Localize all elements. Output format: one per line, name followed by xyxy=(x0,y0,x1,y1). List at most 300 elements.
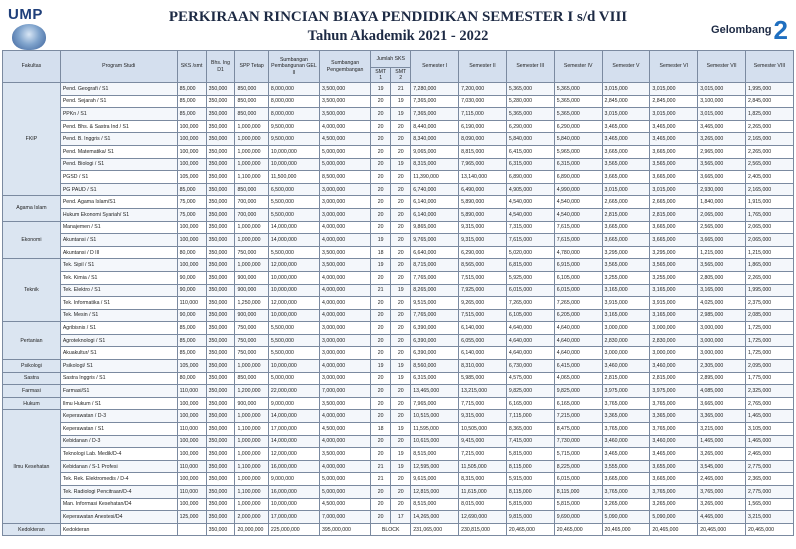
col-pembangunan: Sumbangan Pembangunan GEL II xyxy=(268,51,319,83)
value-cell: 750,000 xyxy=(235,322,268,335)
value-cell: 20 xyxy=(391,397,411,410)
value-cell: 3,765,000 xyxy=(602,397,650,410)
value-cell: 3,255,000 xyxy=(602,271,650,284)
value-cell: 6,315,000 xyxy=(506,158,554,171)
value-cell: 12,000,000 xyxy=(268,448,319,461)
value-cell: 2,965,000 xyxy=(698,145,746,158)
value-cell: 19 xyxy=(391,108,411,121)
value-cell: 85,000 xyxy=(177,108,206,121)
value-cell: 5,815,000 xyxy=(506,498,554,511)
value-cell: 3,665,000 xyxy=(602,221,650,234)
value-cell: 900,000 xyxy=(235,397,268,410)
value-cell: 2,165,000 xyxy=(746,183,794,196)
value-cell: 7,515,000 xyxy=(459,309,507,322)
value-cell: 1,915,000 xyxy=(746,196,794,209)
value-cell: 7,315,000 xyxy=(506,221,554,234)
value-cell: 2,465,000 xyxy=(746,448,794,461)
program-cell: Teknologi Lab. Medik/D-4 xyxy=(60,448,177,461)
value-cell: 3,765,000 xyxy=(698,486,746,499)
value-cell: 3,365,000 xyxy=(650,410,698,423)
value-cell: 6,015,000 xyxy=(554,473,602,486)
value-cell: 1,200,000 xyxy=(235,385,268,398)
value-cell: 1,000,000 xyxy=(235,410,268,423)
value-cell: 14,000,000 xyxy=(268,435,319,448)
col-bhs: Bhs. Ing D1 xyxy=(206,51,235,83)
value-cell: 5,020,000 xyxy=(506,246,554,259)
value-cell: 20 xyxy=(391,271,411,284)
gelombang-label: Gelombang xyxy=(711,24,772,36)
program-cell: Pend. B. Inggris / S1 xyxy=(60,133,177,146)
value-cell: 13,465,000 xyxy=(411,385,459,398)
value-cell: 5,985,000 xyxy=(459,372,507,385)
program-cell: Tek. Rek. Elektromedis / D-4 xyxy=(60,473,177,486)
gelombang-number: 2 xyxy=(773,15,788,45)
value-cell: 5,365,000 xyxy=(506,83,554,96)
value-cell: 7,115,000 xyxy=(506,410,554,423)
value-cell: 5,365,000 xyxy=(554,108,602,121)
value-cell: 6,055,000 xyxy=(459,334,507,347)
value-cell: 8,090,000 xyxy=(459,133,507,146)
value-cell: 850,000 xyxy=(235,372,268,385)
value-cell: 20 xyxy=(391,498,411,511)
table-row xyxy=(3,523,794,536)
value-cell: 20 xyxy=(371,486,391,499)
value-cell: 395,000,000 xyxy=(320,523,371,536)
value-cell: 4,640,000 xyxy=(506,347,554,360)
value-cell: 3,465,000 xyxy=(602,133,650,146)
value-cell: 6,290,000 xyxy=(554,120,602,133)
value-cell: 5,000,000 xyxy=(268,372,319,385)
value-cell: 7,765,000 xyxy=(411,271,459,284)
value-cell: 10,000,000 xyxy=(268,145,319,158)
value-cell: 5,965,000 xyxy=(554,145,602,158)
value-cell: 10,615,000 xyxy=(411,435,459,448)
value-cell: 3,765,000 xyxy=(650,423,698,436)
value-cell: 3,555,000 xyxy=(602,460,650,473)
value-cell: 80,000 xyxy=(177,372,206,385)
value-cell: 8,115,000 xyxy=(506,486,554,499)
value-cell: 3,565,000 xyxy=(602,259,650,272)
program-cell: Keperawatan Anestesi/D4 xyxy=(60,511,177,524)
value-cell: 2,765,000 xyxy=(746,397,794,410)
value-cell: 4,640,000 xyxy=(554,347,602,360)
value-cell: 10,515,000 xyxy=(411,410,459,423)
value-cell: 20 xyxy=(391,473,411,486)
value-cell: 1,725,000 xyxy=(746,347,794,360)
value-cell: 9,825,000 xyxy=(554,385,602,398)
value-cell: 10,000,000 xyxy=(268,158,319,171)
value-cell: 20 xyxy=(371,297,391,310)
value-cell: 4,990,000 xyxy=(554,183,602,196)
value-cell: 6,105,000 xyxy=(506,309,554,322)
value-cell: 2,265,000 xyxy=(746,271,794,284)
value-cell: 6,140,000 xyxy=(459,322,507,335)
value-cell: 20 xyxy=(371,309,391,322)
value-cell: 3,000,000 xyxy=(320,196,371,209)
value-cell: 7,515,000 xyxy=(459,271,507,284)
value-cell: 3,265,000 xyxy=(698,448,746,461)
value-cell: 3,655,000 xyxy=(650,460,698,473)
value-cell: 2,325,000 xyxy=(746,385,794,398)
value-cell: 12,000,000 xyxy=(268,297,319,310)
value-cell: 8,225,000 xyxy=(554,460,602,473)
value-cell: 4,000,000 xyxy=(320,435,371,448)
value-cell: 3,665,000 xyxy=(698,397,746,410)
value-cell: 2,830,000 xyxy=(602,334,650,347)
value-cell: 3,500,000 xyxy=(320,246,371,259)
value-cell: 20 xyxy=(371,322,391,335)
value-cell: 750,000 xyxy=(235,347,268,360)
value-cell: 20,465,000 xyxy=(602,523,650,536)
value-cell: 20 xyxy=(371,397,391,410)
program-cell: Psikologi/ S1 xyxy=(60,360,177,373)
value-cell: 20 xyxy=(391,435,411,448)
value-cell: 19 xyxy=(391,284,411,297)
value-cell: 9,515,000 xyxy=(411,297,459,310)
value-cell: 1,215,000 xyxy=(746,246,794,259)
value-cell: 20 xyxy=(371,385,391,398)
value-cell: 700,000 xyxy=(235,196,268,209)
value-cell: 9,000,000 xyxy=(268,397,319,410)
value-cell: 3,165,000 xyxy=(650,309,698,322)
value-cell: 3,165,000 xyxy=(698,284,746,297)
value-cell: 12,000,000 xyxy=(268,259,319,272)
value-cell: 6,730,000 xyxy=(506,360,554,373)
value-cell: 4,905,000 xyxy=(506,183,554,196)
value-cell: 3,000,000 xyxy=(698,347,746,360)
value-cell: 2,095,000 xyxy=(746,360,794,373)
value-cell: 8,715,000 xyxy=(411,259,459,272)
value-cell: 2,085,000 xyxy=(746,309,794,322)
value-cell: 350,000 xyxy=(206,145,235,158)
value-cell: 2,815,000 xyxy=(602,372,650,385)
value-cell: 4,000,000 xyxy=(320,120,371,133)
value-cell: 4,540,000 xyxy=(506,208,554,221)
value-cell: 5,000,000 xyxy=(320,158,371,171)
table-row xyxy=(3,334,794,347)
value-cell: 7,000,000 xyxy=(320,385,371,398)
col-sem4: Semester IV xyxy=(554,51,602,83)
program-cell: Akuakultur/ S1 xyxy=(60,347,177,360)
value-cell: 5,715,000 xyxy=(554,448,602,461)
value-cell: 20 xyxy=(371,95,391,108)
value-cell: 100,000 xyxy=(177,498,206,511)
value-cell: 14,000,000 xyxy=(268,221,319,234)
value-cell: 14,000,000 xyxy=(268,410,319,423)
value-cell: 1,000,000 xyxy=(235,448,268,461)
table-row xyxy=(3,360,794,373)
value-cell: 20 xyxy=(391,322,411,335)
col-jumlah-sks: Jumlah SKS xyxy=(371,51,411,68)
cost-table xyxy=(2,50,794,536)
value-cell: 20 xyxy=(391,221,411,234)
value-cell: 4,640,000 xyxy=(554,322,602,335)
fakultas-cell: Teknik xyxy=(3,259,61,322)
value-cell: 5,500,000 xyxy=(268,334,319,347)
value-cell: 4,000,000 xyxy=(320,360,371,373)
value-cell: 6,915,000 xyxy=(554,259,602,272)
value-cell: 8,515,000 xyxy=(411,498,459,511)
col-sks: SKS /smt xyxy=(177,51,206,83)
table-row xyxy=(3,171,794,184)
value-cell: 4,500,000 xyxy=(320,133,371,146)
value-cell: 9,500,000 xyxy=(268,133,319,146)
value-cell: 2,805,000 xyxy=(698,271,746,284)
value-cell: 3,000,000 xyxy=(698,322,746,335)
value-cell: 1,100,000 xyxy=(235,423,268,436)
value-cell: 8,265,000 xyxy=(411,284,459,297)
page-title: PERKIRAAN RINCIAN BIAYA PENDIDIKAN SEMESTER I s/d VIII xyxy=(168,9,628,25)
value-cell: 4,465,000 xyxy=(698,511,746,524)
value-cell: 5,915,000 xyxy=(506,473,554,486)
value-cell: 3,295,000 xyxy=(602,246,650,259)
value-cell: 350,000 xyxy=(206,271,235,284)
value-cell: 9,690,000 xyxy=(554,511,602,524)
value-cell: 100,000 xyxy=(177,133,206,146)
value-cell: 85,000 xyxy=(177,322,206,335)
value-cell: 3,165,000 xyxy=(602,284,650,297)
value-cell: 20,000,000 xyxy=(235,523,268,536)
value-cell: 3,665,000 xyxy=(650,145,698,158)
value-cell: 3,500,000 xyxy=(320,83,371,96)
value-cell: 2,930,000 xyxy=(698,183,746,196)
value-cell: 8,315,000 xyxy=(459,473,507,486)
value-cell: 21 xyxy=(371,284,391,297)
value-cell: 7,115,000 xyxy=(459,108,507,121)
value-cell: 1,100,000 xyxy=(235,171,268,184)
value-cell: 20 xyxy=(371,196,391,209)
value-cell: 850,000 xyxy=(235,183,268,196)
program-cell: Pend. Bhs. & Sastra Ind / S1 xyxy=(60,120,177,133)
value-cell: 20 xyxy=(371,372,391,385)
value-cell: 8,000,000 xyxy=(268,83,319,96)
program-cell: Kebidanan / S-1 Profesi xyxy=(60,460,177,473)
value-cell: 7,925,000 xyxy=(459,284,507,297)
value-cell: 20 xyxy=(391,145,411,158)
fakultas-cell: Agama Islam xyxy=(3,196,61,221)
value-cell: 7,765,000 xyxy=(411,309,459,322)
value-cell: 2,815,000 xyxy=(650,372,698,385)
value-cell: 3,015,000 xyxy=(650,108,698,121)
value-cell: 20,465,000 xyxy=(698,523,746,536)
value-cell: 4,575,000 xyxy=(506,372,554,385)
value-cell: 9,315,000 xyxy=(459,234,507,247)
value-cell: 750,000 xyxy=(235,246,268,259)
value-cell: 20 xyxy=(371,435,391,448)
program-cell: Farmasi/S1 xyxy=(60,385,177,398)
value-cell: 3,000,000 xyxy=(602,347,650,360)
value-cell: 9,865,000 xyxy=(411,221,459,234)
value-cell: 350,000 xyxy=(206,347,235,360)
value-cell: 5,365,000 xyxy=(506,108,554,121)
value-cell: 20 xyxy=(391,259,411,272)
value-cell: 350,000 xyxy=(206,523,235,536)
value-cell: 100,000 xyxy=(177,397,206,410)
value-cell: 20 xyxy=(371,108,391,121)
value-cell: 20 xyxy=(371,448,391,461)
value-cell: 3,500,000 xyxy=(320,448,371,461)
value-cell: 1,100,000 xyxy=(235,486,268,499)
value-cell: 19 xyxy=(391,372,411,385)
fakultas-cell: Ilmu Kesehatan xyxy=(3,410,61,523)
table-row xyxy=(3,309,794,322)
value-cell: 3,565,000 xyxy=(602,158,650,171)
value-cell: 2,165,000 xyxy=(746,133,794,146)
value-cell: 20 xyxy=(391,334,411,347)
value-cell: 13,215,000 xyxy=(459,385,507,398)
value-cell: 19 xyxy=(371,360,391,373)
value-cell: 1,000,000 xyxy=(235,133,268,146)
table-row xyxy=(3,397,794,410)
program-cell: Ilmu Hukum / S1 xyxy=(60,397,177,410)
program-cell: Pend. Sejarah / S1 xyxy=(60,95,177,108)
value-cell: 3,665,000 xyxy=(698,171,746,184)
value-cell: 3,565,000 xyxy=(650,259,698,272)
value-cell: 3,915,000 xyxy=(650,297,698,310)
table-row xyxy=(3,498,794,511)
value-cell: 5,500,000 xyxy=(268,322,319,335)
value-cell: 3,000,000 xyxy=(320,334,371,347)
value-cell: 2,845,000 xyxy=(650,95,698,108)
value-cell: 20,465,000 xyxy=(746,523,794,536)
value-cell: 11,390,000 xyxy=(411,171,459,184)
fakultas-cell: Sastra xyxy=(3,372,61,385)
table-row xyxy=(3,271,794,284)
value-cell: 3,500,000 xyxy=(320,95,371,108)
value-cell: 1,000,000 xyxy=(235,158,268,171)
value-cell: 6,165,000 xyxy=(554,397,602,410)
value-cell: 10,505,000 xyxy=(459,423,507,436)
value-cell: 20 xyxy=(391,347,411,360)
value-cell: 3,265,000 xyxy=(602,498,650,511)
value-cell: 4,000,000 xyxy=(320,460,371,473)
value-cell: 350,000 xyxy=(206,385,235,398)
value-cell: 7,965,000 xyxy=(411,397,459,410)
value-cell: 8,500,000 xyxy=(320,171,371,184)
value-cell: 100,000 xyxy=(177,145,206,158)
value-cell: 7,030,000 xyxy=(459,95,507,108)
value-cell: 1,465,000 xyxy=(698,435,746,448)
value-cell: 11,505,000 xyxy=(459,460,507,473)
value-cell: 8,365,000 xyxy=(506,423,554,436)
col-sem3: Semester III xyxy=(506,51,554,83)
value-cell: 2,565,000 xyxy=(698,221,746,234)
value-cell: 5,280,000 xyxy=(506,95,554,108)
value-cell: 2,815,000 xyxy=(602,208,650,221)
value-cell: 2,775,000 xyxy=(746,460,794,473)
value-cell: 5,365,000 xyxy=(554,83,602,96)
value-cell: 105,000 xyxy=(177,360,206,373)
program-cell: Kedokteran xyxy=(60,523,177,536)
value-cell: 2,405,000 xyxy=(746,171,794,184)
value-cell: 3,665,000 xyxy=(698,234,746,247)
value-cell: 20 xyxy=(371,120,391,133)
program-cell: Agroteknologi / S1 xyxy=(60,334,177,347)
value-cell: 350,000 xyxy=(206,486,235,499)
table-row xyxy=(3,410,794,423)
value-cell: 5,890,000 xyxy=(459,196,507,209)
value-cell: 3,365,000 xyxy=(698,410,746,423)
value-cell: 100,000 xyxy=(177,435,206,448)
value-cell: 7,280,000 xyxy=(411,83,459,96)
value-cell: 1,825,000 xyxy=(746,108,794,121)
value-cell: 350,000 xyxy=(206,460,235,473)
value-cell: 20 xyxy=(371,271,391,284)
value-cell: 2,665,000 xyxy=(650,196,698,209)
value-cell: 90,000 xyxy=(177,309,206,322)
value-cell: 6,890,000 xyxy=(506,171,554,184)
value-cell: 110,000 xyxy=(177,385,206,398)
value-cell: 17,000,000 xyxy=(268,511,319,524)
value-cell: 17,000,000 xyxy=(268,423,319,436)
value-cell: 8,340,000 xyxy=(411,133,459,146)
value-cell: 8,560,000 xyxy=(411,360,459,373)
value-cell: 8,565,000 xyxy=(459,259,507,272)
value-cell: 100,000 xyxy=(177,234,206,247)
value-cell: 20 xyxy=(391,234,411,247)
value-cell: 22,000,000 xyxy=(268,385,319,398)
value-cell: 1,995,000 xyxy=(746,284,794,297)
fakultas-cell: FKIP xyxy=(3,83,61,196)
value-cell: 75,000 xyxy=(177,196,206,209)
table-row xyxy=(3,347,794,360)
value-cell: 20 xyxy=(371,347,391,360)
value-cell: 3,465,000 xyxy=(650,133,698,146)
value-cell: 3,000,000 xyxy=(320,372,371,385)
value-cell: 350,000 xyxy=(206,448,235,461)
value-cell: 20 xyxy=(371,158,391,171)
value-cell: 3,215,000 xyxy=(746,511,794,524)
value-cell: 900,000 xyxy=(235,309,268,322)
value-cell: 20 xyxy=(391,120,411,133)
value-cell: 1,100,000 xyxy=(235,460,268,473)
value-cell: 3,765,000 xyxy=(650,486,698,499)
value-cell: 7,000,000 xyxy=(320,511,371,524)
value-cell: 900,000 xyxy=(235,271,268,284)
value-cell: 85,000 xyxy=(177,83,206,96)
value-cell: 3,465,000 xyxy=(698,120,746,133)
table-row xyxy=(3,284,794,297)
value-cell: 21 xyxy=(391,83,411,96)
value-cell: 4,640,000 xyxy=(554,334,602,347)
col-sem1: Semester I xyxy=(411,51,459,83)
value-cell: 1,725,000 xyxy=(746,322,794,335)
value-cell: 3,665,000 xyxy=(602,473,650,486)
value-cell: 9,615,000 xyxy=(411,473,459,486)
value-cell: 350,000 xyxy=(206,498,235,511)
value-cell: 20 xyxy=(371,171,391,184)
table-row xyxy=(3,158,794,171)
value-cell: 3,500,000 xyxy=(320,108,371,121)
value-cell: 8,115,000 xyxy=(554,486,602,499)
value-cell: 5,500,000 xyxy=(268,208,319,221)
table-row xyxy=(3,208,794,221)
program-cell: Keperawatan / S1 xyxy=(60,423,177,436)
value-cell: 100,000 xyxy=(177,259,206,272)
value-cell: 10,000,000 xyxy=(268,498,319,511)
value-cell: 1,865,000 xyxy=(746,259,794,272)
value-cell: 6,190,000 xyxy=(459,120,507,133)
value-cell: 350,000 xyxy=(206,511,235,524)
value-cell: 4,500,000 xyxy=(320,498,371,511)
value-cell: 2,845,000 xyxy=(602,95,650,108)
value-cell: 20 xyxy=(391,309,411,322)
value-cell: 20 xyxy=(391,297,411,310)
value-cell: 850,000 xyxy=(235,83,268,96)
value-cell: 3,000,000 xyxy=(602,322,650,335)
value-cell: 20 xyxy=(391,410,411,423)
value-cell: 20 xyxy=(391,385,411,398)
